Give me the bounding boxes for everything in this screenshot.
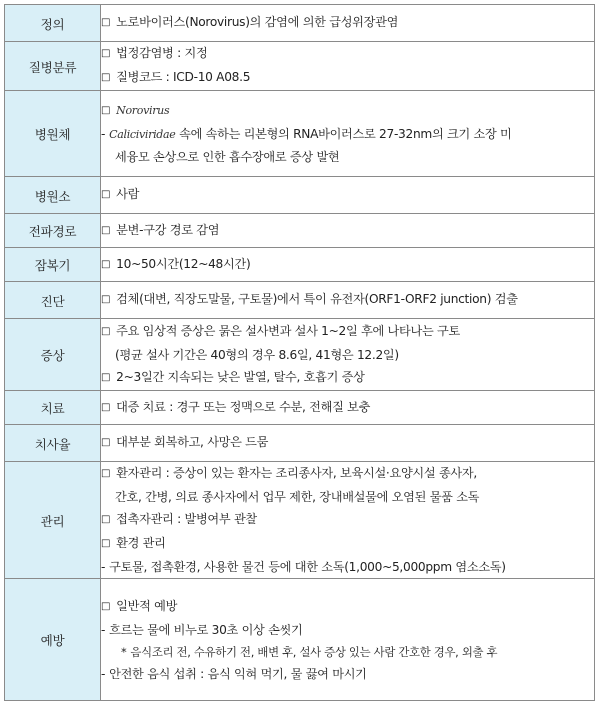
- square-bullet-icon: □: [101, 294, 111, 305]
- table-row: [5, 214, 595, 248]
- line-text: 접촉자관리 : 발병여부 관찰: [116, 512, 257, 526]
- row-content: [101, 282, 595, 319]
- line-text: 환경 관리: [116, 536, 166, 550]
- content-line: [101, 595, 594, 619]
- row-content: [101, 319, 595, 391]
- square-bullet-icon: □: [101, 468, 111, 479]
- row-content: [101, 425, 595, 462]
- content-line: [101, 123, 594, 146]
- content-line: [101, 288, 594, 312]
- row-label: 병원소: [5, 177, 101, 214]
- row-content: [101, 248, 595, 282]
- line-text: 세융모 손상으로 인한 흡수장애로 증상 발현: [115, 150, 340, 164]
- row-content: [101, 177, 595, 214]
- content-line: [101, 66, 594, 90]
- table-row: [5, 42, 595, 91]
- content-line: [101, 320, 594, 344]
- content-line: [101, 396, 594, 420]
- content-line: [101, 532, 594, 556]
- table-row: [5, 462, 595, 579]
- row-label: 관리: [5, 462, 101, 579]
- line-text: 분변-구강 경로 감염: [116, 222, 220, 237]
- content-line: [101, 486, 594, 508]
- content-line: [101, 641, 594, 663]
- content-line: [101, 11, 594, 35]
- content-line: [101, 253, 594, 277]
- square-bullet-icon: □: [101, 371, 111, 383]
- row-content: [101, 462, 595, 579]
- row-content: [101, 214, 595, 248]
- content-line: [101, 663, 594, 685]
- line-text: 대부분 회복하고, 사망은 드뭄: [116, 435, 269, 449]
- line-text: 속에 속하는 리본형의 RNA바이러스로 27-32nm의 크기 소장 미: [175, 127, 512, 141]
- table-row: [5, 5, 595, 42]
- content-line: [101, 146, 594, 168]
- row-content: [101, 91, 595, 177]
- line-text: 2~3일간 지속되는 낮은 발열, 탈수, 호흡기 증상: [116, 369, 365, 384]
- line-text: 주요 임상적 증상은 묽은 설사변과 설사 1~2일 후에 나타나는 구토: [116, 323, 460, 338]
- line-text: 간호, 간병, 의료 종사자에서 업무 제한, 장내배설물에 오염된 물품 소독: [115, 490, 480, 504]
- norovirus-info-table: [4, 4, 595, 701]
- row-label: 잠복기: [5, 248, 101, 282]
- square-bullet-icon: □: [101, 514, 111, 525]
- row-label: 정의: [5, 5, 101, 42]
- square-bullet-icon: □: [101, 105, 111, 116]
- square-bullet-icon: □: [101, 538, 111, 549]
- row-label: 치사율: [5, 425, 101, 462]
- scientific-name: Norovirus: [116, 104, 170, 117]
- line-text: 음식조리 전, 수유하기 전, 배변 후, 설사 증상 있는 사람 간호한 경우, 외출 후: [130, 644, 498, 659]
- table-row: [5, 579, 595, 701]
- table-row: [5, 248, 595, 282]
- line-text: 10~50시간(12~48시간): [116, 256, 251, 271]
- square-bullet-icon: □: [101, 258, 111, 270]
- dash-marker: -: [101, 666, 106, 681]
- table-row: [5, 91, 595, 177]
- content-line: [101, 344, 594, 366]
- line-text: 일반적 예방: [116, 598, 178, 613]
- content-line: [101, 42, 594, 66]
- square-bullet-icon: □: [101, 17, 111, 28]
- line-text: 노로바이러스(Norovirus)의 감염에 의한 급성위장관염: [116, 15, 399, 29]
- row-label: 병원체: [5, 91, 101, 177]
- row-label: 증상: [5, 319, 101, 391]
- line-text: 구토물, 접촉환경, 사용한 물건 등에 대한 소독(1,000~5,000ppm 염소소독): [109, 560, 506, 574]
- line-text: 대증 치료 : 경구 또는 정맥으로 수분, 전해질 보충: [116, 399, 371, 414]
- row-content: [101, 579, 595, 701]
- row-label: 전파경로: [5, 214, 101, 248]
- table-row: [5, 177, 595, 214]
- content-line: [101, 619, 594, 641]
- content-line: [101, 183, 594, 207]
- line-text: 법정감염병 : 지정: [116, 46, 208, 60]
- line-text: (평균 설사 기간은 40형의 경우 8.6일, 41형은 12.2일): [115, 347, 399, 362]
- table-row: [5, 282, 595, 319]
- square-bullet-icon: □: [101, 600, 111, 612]
- square-bullet-icon: □: [101, 224, 111, 236]
- dash-marker: -: [101, 622, 106, 637]
- content-line: [101, 431, 594, 455]
- line-text: 질병코드 : ICD-10 A08.5: [116, 70, 251, 84]
- content-line: [101, 508, 594, 532]
- dash-marker: -: [101, 127, 106, 141]
- dash-marker: -: [101, 560, 106, 574]
- asterisk-marker: *: [121, 644, 127, 659]
- table-row: [5, 319, 595, 391]
- row-content: [101, 42, 595, 91]
- content-line: [101, 219, 594, 243]
- square-bullet-icon: □: [101, 48, 111, 59]
- line-text: 안전한 음식 섭취 : 음식 익혀 먹기, 물 끓여 마시기: [109, 666, 367, 681]
- line-text: 흐르는 물에 비누로 30초 이상 손씻기: [109, 622, 303, 637]
- row-content: [101, 5, 595, 42]
- square-bullet-icon: □: [101, 72, 111, 83]
- content-line: [101, 99, 594, 123]
- content-line: [101, 366, 594, 390]
- row-label: 치료: [5, 391, 101, 425]
- table-row: [5, 391, 595, 425]
- scientific-name: Caliciviridae: [109, 128, 176, 141]
- line-text: 검체(대변, 직장도말물, 구토물)에서 특이 유전자(ORF1-ORF2 junction) 검출: [116, 292, 518, 306]
- content-line: [101, 556, 594, 578]
- table-row: [5, 425, 595, 462]
- line-text: 사람: [116, 187, 140, 201]
- square-bullet-icon: □: [101, 189, 111, 200]
- square-bullet-icon: □: [101, 401, 111, 413]
- row-label: 예방: [5, 579, 101, 701]
- line-text: 환자관리 : 증상이 있는 환자는 조리종사자, 보육시설·요양시설 종사자,: [116, 466, 477, 480]
- square-bullet-icon: □: [101, 325, 111, 337]
- table-body: [5, 5, 595, 701]
- content-line: [101, 462, 594, 486]
- square-bullet-icon: □: [101, 437, 111, 448]
- row-label: 질병분류: [5, 42, 101, 91]
- row-content: [101, 391, 595, 425]
- row-label: 진단: [5, 282, 101, 319]
